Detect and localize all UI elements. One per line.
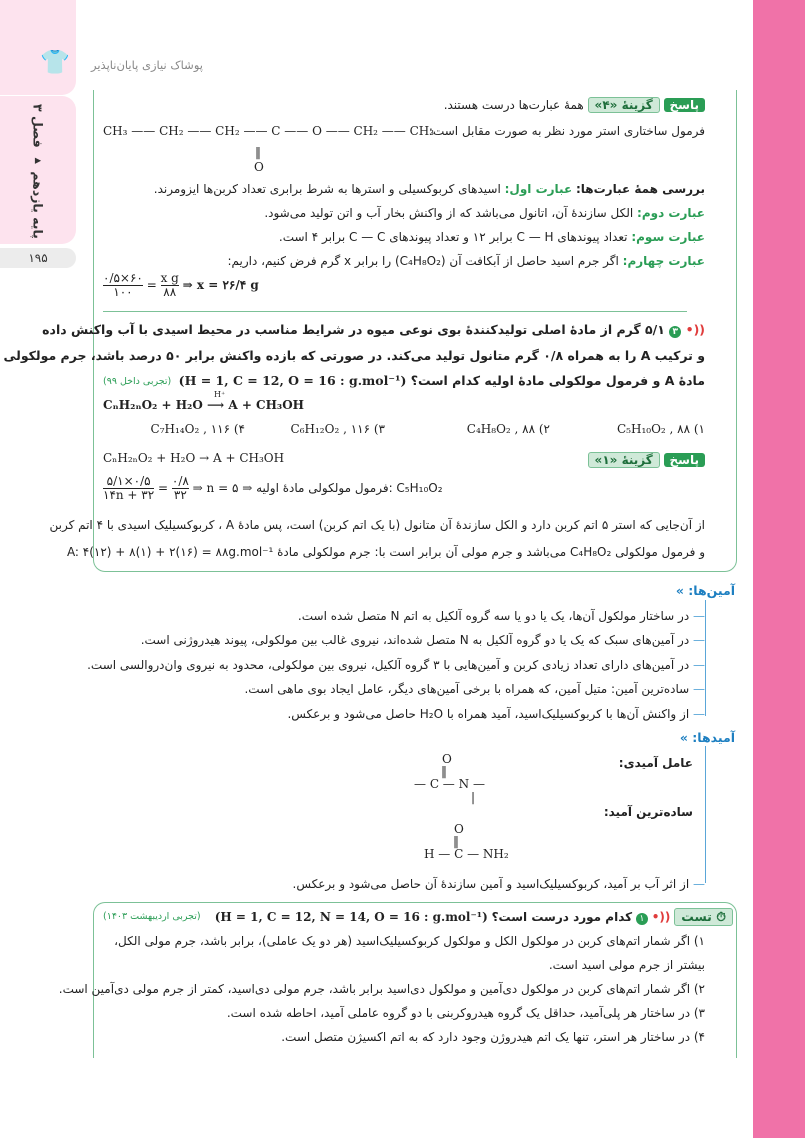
statement-4 xyxy=(227,254,705,268)
page-header-title: پوشاک نیازی پایان‌ناپذیر xyxy=(91,58,203,72)
calc-frac-2: $\frac{\text{x g}}{۸۸}$ xyxy=(160,271,179,299)
answer-line xyxy=(444,97,705,113)
amines-bracket xyxy=(705,600,706,716)
q3-masses: (H = 1, C = 12, O = 16 : g.mol⁻¹) xyxy=(178,373,407,388)
s4-label: عبارت چهارم: xyxy=(622,254,705,268)
q3-number: ۳ xyxy=(669,326,681,338)
q3-reaction: CₙH₂ₙO₂ + H₂O ⟶ A + CH₃OH xyxy=(103,398,304,412)
s4-text: اگر جرم اسید حاصل از آبکافت آن (C₄H₈O₂) را برابر x گرم فرض کنیم، داریم: xyxy=(227,254,619,268)
page-number: ۱۹۵ xyxy=(0,248,76,268)
amine-item-3: — در آمین‌های دارای تعداد زیادی کربن و آمین‌هایی با ۳ گروه آلکیل، نیروی بین مولکولی، محدود به نیروی وان‌دروالسی است. xyxy=(87,658,705,672)
statement-2 xyxy=(264,206,705,220)
test-number: ۱ xyxy=(636,913,648,925)
amide-hydrolysis: — از اثر آب بر آمید، کربوکسیلیک‌اسید و آمین سازندهٔ آن حاصل می‌شود و برعکس. xyxy=(292,877,705,891)
test-masses: (H = 1, C = 12, N = 14, O = 16 : g.mol⁻¹) xyxy=(214,910,488,924)
simplest-amide-bond: ‖ xyxy=(453,834,459,848)
ester-formula: CH₃ —— CH₂ —— CH₂ —— C —— O —— CH₂ —— CH₃ xyxy=(103,124,435,138)
chapter-label: پایه یازدهم ▸ فصل ۳ xyxy=(30,104,46,239)
test-option-3[interactable]: ۳) در ساختار هر پلی‌آمید، حداقل یک گروه هیدروکربنی با دو گروه عاملی آمید، احاطه شده است. xyxy=(226,1006,705,1020)
test-label: ⏱ تست xyxy=(674,908,733,926)
simplest-amide-o: O xyxy=(454,822,464,836)
s1-label: عبارت اول: xyxy=(504,182,573,196)
test-option-4[interactable]: ۴) در ساختار هر استر، تنها یک اتم هیدروژن وجود دارد که به اتم اکسیژن متصل است. xyxy=(281,1030,705,1044)
q3-line2: و ترکیب A را به همراه ۰/۸ گرم متانول تولید می‌کند. در صورتی که بازده واکنش برابر ۵۰ درصد باشد، جرم مولکولی xyxy=(3,348,705,363)
review-title: بررسی همهٔ عبارت‌ها: xyxy=(575,182,705,196)
test-option-1b: بیشتر از جرم مولی اسید است. xyxy=(548,958,705,972)
amide-func-bond: ‖ xyxy=(441,764,447,778)
s2-label: عبارت دوم: xyxy=(637,206,705,220)
q3-line3: مادهٔ A و فرمول مولکولی مادهٔ اولیه کدام است؟ (H = 1, C = 12, O = 16 : g.mol⁻¹) xyxy=(178,373,705,388)
amine-item-2: — در آمین‌های سبک که یک یا دو گروه آلکیل به N متصل شده‌اند، نیروی غالب بین مولکولی، پیوند هیدروژنی است. xyxy=(140,633,705,647)
statement-review xyxy=(154,182,705,196)
amides-heading: آمیدها: » xyxy=(679,730,735,745)
amine-item-5: — از واکنش آن‌ها با کربوکسیلیک‌اسید، آمید همراه با H₂O حاصل می‌شود و برعکس. xyxy=(287,707,705,721)
statement-3 xyxy=(279,230,705,244)
calc-frac-1: $\frac{۰/۵\times ۶۰}{۱۰۰}$ xyxy=(103,271,143,299)
amide-func-n-bond: | xyxy=(471,790,476,804)
s3-label: عبارت سوم: xyxy=(631,230,705,244)
amides-bracket xyxy=(705,746,706,883)
amide-func-label: عامل آمیدی: xyxy=(618,756,693,770)
test-header xyxy=(215,908,733,926)
ester-intro: فرمول ساختاری استر مورد نظر به صورت مقابل است: xyxy=(428,124,705,138)
simplest-amide-label: ساده‌ترین آمید: xyxy=(603,805,693,819)
amines-heading: آمین‌ها: » xyxy=(675,583,735,598)
simplest-amide-formula: H — C — NH₂ xyxy=(424,847,509,861)
test-question: کدام مورد درست است؟ xyxy=(491,910,633,924)
q3-option-3[interactable]: ۳) C₆H₁₂O₂ , ۱۱۶ xyxy=(290,422,385,436)
wifi-icon: ((• xyxy=(685,322,705,337)
amine-item-4: — ساده‌ترین آمین: متیل آمین، که همراه با برخی آمین‌های دیگر، عامل ایجاد بوی ماهی است. xyxy=(244,682,705,696)
shirt-icon: 👕 xyxy=(40,48,70,76)
test-option-1a[interactable]: ۱) اگر شمار اتم‌های کربن در مولکول الکل و مولکول کربوکسیلیک‌اسید (هر دو یک عاملی)، برابر باشد، جرم مولی الکل، xyxy=(114,934,705,948)
calc-1: $\frac{۰/۵\times ۶۰}{۱۰۰}$ = $\frac{\text{x g}}{۸۸}$ ⇒ x = ۲۶/۴ g xyxy=(103,271,259,299)
ester-double-bond: ‖ xyxy=(255,145,261,159)
test-wifi-icon: ((• xyxy=(651,910,671,924)
q3-option-2[interactable]: ۲) C₄H₈O₂ , ۸۸ xyxy=(466,422,550,436)
answer-option: گزینهٔ «۴» xyxy=(588,97,660,113)
amide-func-o: O xyxy=(442,752,452,766)
s3-text: تعداد پیوندهای C — H برابر ۱۲ و تعداد پیوندهای C — C برابر ۴ است. xyxy=(278,230,628,244)
box-divider xyxy=(103,311,687,312)
q3-option-1[interactable]: ۱) C₅H₁₀O₂ , ۸۸ xyxy=(616,422,705,436)
q3-answer: پاسخ گزینهٔ «۱» xyxy=(588,452,705,468)
q3-option-4[interactable]: ۴) C₇H₁₄O₂ , ۱۱۶ xyxy=(150,422,245,436)
answer-text: همهٔ عبارت‌ها درست هستند. xyxy=(443,98,584,112)
q3-explain-2: و فرمول مولکولی C₄H₈O₂ می‌باشد و جرم مولی آن برابر است با: جرم مولکولی مادهٔ A: ۴(۱۲) + ۸(۱) + ۲(۱۶) = ۸۸g.mol⁻¹ xyxy=(66,545,705,559)
s1-text: اسیدهای کربوکسیلی و استرها به شرط برابری تعداد کربن‌ها ایزومرند. xyxy=(153,182,501,196)
answer-label: پاسخ xyxy=(664,98,705,112)
amine-item-1: — در ساختار مولکول آن‌ها، یک یا دو یا سه گروه آلکیل به اتم N متصل شده است. xyxy=(297,609,705,623)
q3-catalyst: H⁺ xyxy=(214,390,226,399)
q3-answer-reaction: CₙH₂ₙO₂ + H₂O → A + CH₃OH xyxy=(103,451,285,465)
q3-calc: $\frac{۵/۱\times ۰/۵}{۱۴n + ۳۲}$ = $\frac{۰/۸}{۳۲}$ ⇒ n = ۵ ⇒ فرمول مولکولی مادهٔ اولیه: C₅H₁₀O₂ xyxy=(103,474,443,502)
amide-func-formula: — C — N — xyxy=(414,777,485,791)
s2-text: الکل سازندهٔ آن، اتانول می‌باشد که از واکنش بخار آب و اتن تولید می‌شود. xyxy=(264,206,634,220)
ester-oxygen: O xyxy=(254,160,264,174)
right-margin-bar xyxy=(753,0,805,1138)
test-source: (تجربی اردیبهشت ۱۴۰۳) xyxy=(103,911,201,922)
test-option-2[interactable]: ۲) اگر شمار اتم‌های کربن در مولکول دی‌آمین و مولکول دی‌اسید برابر باشد، جرم مولی دی‌اسید، کمتر از جرم مولی دی‌آمین است. xyxy=(58,982,705,996)
q3-source: (تجربی داخل ۹۹) xyxy=(103,376,172,387)
q3-explain-1: از آن‌جایی که استر ۵ اتم کربن دارد و الکل سازندهٔ آن متانول (با یک اتم کربن) است، پس مادهٔ A ، کربوکسیلیک اسیدی با ۴ اتم کربن xyxy=(49,518,705,532)
q3-line1: ((• ۳ ۵/۱ گرم از مادهٔ اصلی تولیدکنندهٔ بوی نوعی میوه در شرایط مناسب در محیط اسیدی با آب واکنش داده xyxy=(42,322,705,337)
